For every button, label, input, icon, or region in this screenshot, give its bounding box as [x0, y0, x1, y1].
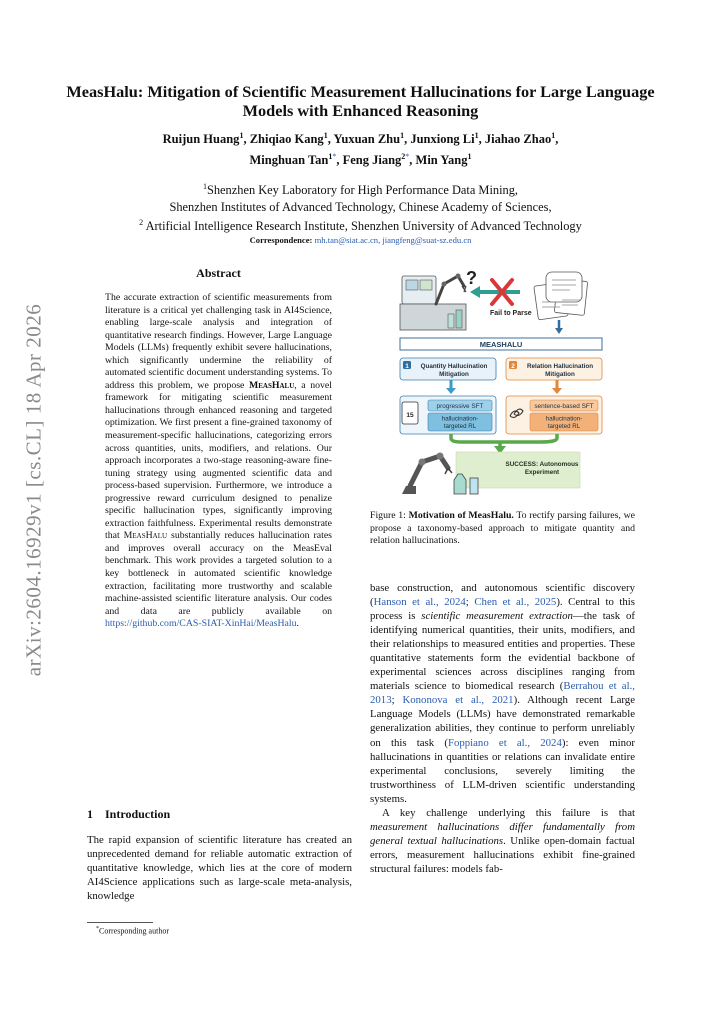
footnote-rule: [87, 922, 153, 923]
svg-text:Experiment: Experiment: [524, 469, 560, 476]
svg-text:1: 1: [405, 363, 409, 370]
paper-title: MeasHalu: Mitigation of Scientific Measurement Hallucinations for Large Language Models with Enhanced Reasoning: [66, 82, 655, 120]
question-mark: ?: [466, 268, 477, 288]
fail-arrow: [470, 280, 520, 304]
documents-icon: [534, 272, 588, 320]
citation-link[interactable]: Hanson et al., 2024: [373, 596, 466, 609]
author: Feng Jiang: [342, 153, 402, 168]
svg-text:SUCCESS: Autonomous: SUCCESS: Autonomous: [505, 461, 579, 468]
corresponding-mark[interactable]: *: [332, 152, 337, 162]
author: Junxiong Li: [410, 132, 475, 147]
svg-text:Relation HallucinationMitigati: Relation Hallucination Mitigation: [526, 363, 594, 378]
svg-text:Quantity HallucinationMitigati: Quantity Hallucination Mitigation: [420, 363, 488, 378]
author: Zhiqiao Kang: [249, 132, 324, 147]
author: Jiahao Zhao: [484, 132, 552, 147]
citation-link[interactable]: Kononova et al., 2021: [402, 694, 514, 707]
svg-text:hallucination-: hallucination-: [441, 415, 479, 423]
figure-caption: Figure 1: Motivation of MeasHalu. To rectify parsing failures, we propose a taxonomy-based approach to mitigate quantity and relation hallucinations.: [370, 510, 636, 547]
citation-link[interactable]: Chen et al., 2025: [474, 596, 557, 609]
affiliations: $^1$Shenzhen Key Laboratory for High Performance Data Mining, Shenzhen Institutes of Advanced Technology, Chinese Academy of Sciences, $^2$ Artificial Intelligence Research Institute, Shenzhen University of Advanced Technology: [139, 182, 582, 234]
footnote: *Corresponding author: [96, 926, 169, 936]
github-link[interactable]: https://github.com/CAS-SIAT-XinHai/MeasHalu: [105, 618, 297, 630]
author: Ruijun Huang: [162, 132, 240, 147]
intro-paragraph: The rapid expansion of scientific literature has created an unprecedented demand for reliable automatic extraction of quantitative knowledge, which lies at the core of modern AI4Science applications such as large-scale meta-analysis, knowledge: [87, 834, 352, 903]
citation-link[interactable]: Foppiano et al., 2024: [447, 736, 562, 749]
author-line-1: Ruijun Huang$^1$, Zhiqiao Kang$^1$, Yuxuan Zhu$^1$, Junxiong Li$^1$, Jiahao Zhao$^1$,: [162, 131, 559, 147]
paragraph: base construction, and autonomous scientific discovery (Hanson et al., 2024; Chen et al., 2025). Central to this process is scientific measurement extraction—the task of identifying numerical quantities, their units, modifiers, and their relationships to measured entities and properties. These quantitative statements form the evidential backbone of experimental sciences across disciplines ranging from materials science to biomedical research (Berrahou et al., 2013; Kononova et al., 2021). Although recent Large Language Models (LLMs) have demonstrated remarkable generalization abilities, they continue to perform unreliably on this task (Foppiano et al., 2024): even minor hallucinations in quantities or relations can invalidate entire experimental conclusions, severely limiting the trustworthiness of LLM-driven scientific understanding systems.: [370, 582, 636, 805]
fail-label: Fail to Parse: [490, 310, 532, 317]
citation-link[interactable]: Berrahou et al., 2013: [370, 680, 635, 707]
author: Yuxuan Zhu: [333, 132, 401, 147]
svg-text:progressive SFT: progressive SFT: [436, 403, 484, 410]
figure-1: [396, 262, 606, 500]
svg-text:MEASHALU: MEASHALU: [479, 340, 523, 349]
svg-text:15: 15: [406, 412, 414, 419]
email-link[interactable]: mh.tan@siat.ac.cn, jiangfeng@suat-sz.edu.cn: [314, 235, 472, 245]
lab-robot-icon: [400, 274, 466, 331]
right-column-text: [370, 581, 635, 876]
svg-text:2: 2: [511, 363, 515, 370]
svg-text:targeted RL: targeted RL: [547, 423, 581, 430]
author: Min Yang: [415, 153, 468, 168]
author-line-2: Minghuan Tan$^{1*}$, Feng Jiang$^{2*}$, Min Yang$^1$: [249, 152, 472, 168]
arxiv-identifier: arXiv:2604.16929v1 [cs.CL] 18 Apr 2026: [21, 303, 46, 677]
paragraph: A key challenge underlying this failure is that measurement hallucinations differ fundamentally from general textual hallucinations. Unlike open-domain factual errors, measurement hallucinations exhibit fine-grained structural failures: models fab-: [370, 806, 635, 875]
corresponding-mark[interactable]: *: [405, 152, 410, 162]
correspondence: Correspondence: mh.tan@siat.ac.cn, jiangfeng@suat-sz.edu.cn: [249, 235, 472, 245]
svg-text:targeted RL: targeted RL: [443, 423, 477, 430]
svg-text:sentence-based SFT: sentence-based SFT: [534, 403, 594, 410]
abstract-heading: Abstract: [196, 266, 241, 280]
svg-text:hallucination-: hallucination-: [545, 415, 583, 423]
author: Minghuan Tan: [249, 153, 329, 168]
author-list: [60, 127, 661, 169]
section-heading: 1 Introduction: [87, 807, 171, 821]
abstract-body: The accurate extraction of scientific measurements from literature is a critical yet challenging task in AI4Science, enabling large-scale analysis and integration of quantitative research findings. However, Large Language Models (LLMs) frequently exhibit severe hallucinations, which significantly undermine the reliability of automated scientific document understanding systems. To address this problem, we propose MeasHalu, a novel framework for mitigating scientific measurement hallucinations through enhanced reasoning and targeted optimization. We first present a fine-grained taxonomy of measurement-specific hallucinations, categorizing errors across quantities, units, modifiers, and relations. Our approach incorporates a two-stage reasoning-aware fine-tuning strategy using augmented scientific data and process-based supervision. Furthermore, we introduce a progressive reward curriculum designed to penalize specific hallucination types, significantly improving extraction faithfulness. Experimental results demonstrate that MeasHalu substantially reduces hallucination rates and improves overall accuracy on the MeasEval benchmark. This work provides a targeted solution to a key bottleneck in automated scientific knowledge extraction, facilitating more trustworthy and scalable machine-assisted scientific literature analysis. Our codes and data are publicly available on https://github.com/CAS-SIAT-XinHai/MeasHalu.: [105, 292, 332, 630]
